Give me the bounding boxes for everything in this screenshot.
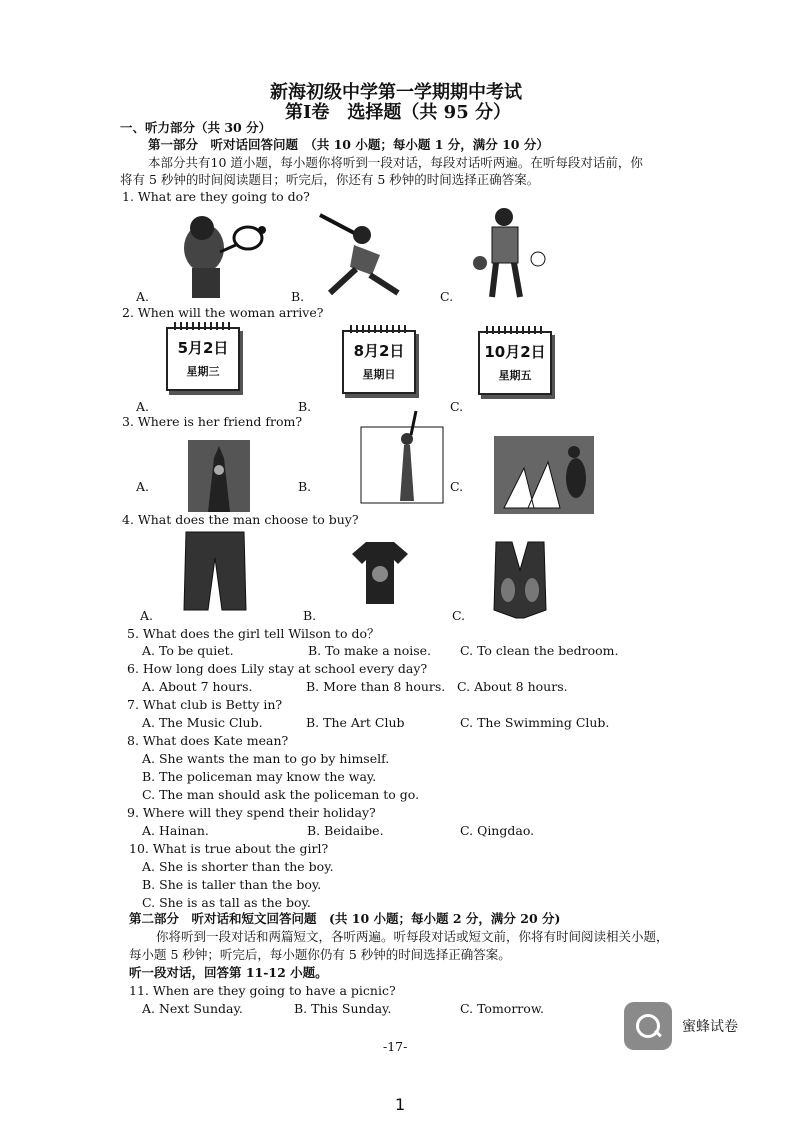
q9-option-c[interactable]: C. Qingdao. [460,823,535,838]
question-2: 2. When will the woman arrive? [122,305,324,320]
q2-option-b[interactable]: B. [298,399,312,414]
question-11: 11. When are they going to have a picnic? [129,983,396,998]
q2-option-a[interactable]: A. [136,399,150,414]
q9-option-a[interactable]: A. Hainan. [142,823,209,838]
q3-option-a[interactable]: A. [136,479,150,494]
part2-instr-2: 每小题 5 秒钟；听完后，每小题你仍有 5 秒钟的时间选择正确答案。 [129,947,511,962]
question-6: 6. How long does Lily stay at school every day? [127,661,428,676]
q6-option-b[interactable]: B. More than 8 hours. [306,679,446,694]
question-3: 3. Where is her friend from? [122,414,303,429]
q1-option-a[interactable]: A. [136,289,150,304]
q5-option-c[interactable]: C. To clean the bedroom. [460,643,619,658]
question-7: 7. What club is Betty in? [127,697,283,712]
calendar-c-weekday: 星期五 [498,369,532,382]
q4-option-a[interactable]: A. [140,608,154,623]
basketball-picture [462,203,552,301]
question-10: 10. What is true about the girl? [129,841,329,856]
calendar-b-weekday: 星期日 [362,368,396,381]
t-shirt-picture [352,540,408,606]
calendar-b-date: 8月2日 [353,342,405,360]
q7-option-b[interactable]: B. The Art Club [306,715,405,730]
q7-option-c[interactable]: C. The Swimming Club. [460,715,610,730]
section1-heading: 一、听力部分（共 30 分） [120,120,272,135]
baseball-picture [310,205,410,297]
tennis-picture [162,210,272,302]
brand-name: 蜜蜂试卷 [682,1019,738,1035]
q5-option-b[interactable]: B. To make a noise. [308,643,432,658]
part2-sub-heading: 听一段对话，回答第 11-12 小题。 [129,965,328,980]
page-number: 1 [395,1095,406,1114]
q8-option-c[interactable]: C. The man should ask the policeman to go. [142,787,420,802]
calendar-b [342,330,416,394]
q3-option-c[interactable]: C. [450,479,464,494]
calendar-c [478,331,552,395]
calendar-a-weekday: 星期三 [186,365,220,378]
big-ben-picture [188,440,250,512]
sydney-opera-kangaroo-picture [494,428,598,518]
q11-option-a[interactable]: A. Next Sunday. [142,1001,243,1016]
q2-option-c[interactable]: C. [450,399,464,414]
q6-option-a[interactable]: A. About 7 hours. [142,679,253,694]
part1-instr-1: 本部分共有10 道小题，每小题你将听到一段对话，每段对话听两遍。在听每段对话前，你 [148,155,643,170]
q4-option-c[interactable]: C. [452,608,466,623]
calendar-a [166,327,240,391]
part1-heading: 第一部分 听对话回答问题 （共 10 小题；每小题 1 分，满分 10 分） [148,137,549,152]
brand-logo-icon [624,1002,672,1050]
q10-option-b[interactable]: B. She is taller than the boy. [142,877,322,892]
q4-option-b[interactable]: B. [303,608,317,623]
q10-option-c[interactable]: C. She is as tall as the boy. [142,895,311,910]
question-8: 8. What does Kate mean? [127,733,289,748]
question-4: 4. What does the man choose to buy? [122,512,359,527]
vest-picture [490,540,550,620]
part1-instr-2: 将有 5 秒钟的时间阅读题目；听完后，你还有 5 秒钟的时间选择正确答案。 [120,172,540,187]
q1-option-c[interactable]: C. [440,289,454,304]
exam-subtitle: 第Ⅰ卷 选择题（共 95 分） [285,102,512,123]
q3-option-b[interactable]: B. [298,479,312,494]
question-1: 1. What are they going to do? [122,189,310,204]
q9-option-b[interactable]: B. Beidaibe. [307,823,384,838]
statue-of-liberty-picture [360,405,450,505]
q5-option-a[interactable]: A. To be quiet. [142,643,234,658]
q11-option-c[interactable]: C. Tomorrow. [460,1001,545,1016]
calendar-a-date: 5月2日 [177,339,229,357]
q6-option-c[interactable]: C. About 8 hours. [457,679,568,694]
question-5: 5. What does the girl tell Wilson to do？ [127,626,380,641]
q10-option-a[interactable]: A. She is shorter than the boy. [142,859,334,874]
calendar-c-date: 10月2日 [484,343,546,361]
question-9: 9. Where will they spend their holiday? [127,805,376,820]
part2-heading: 第二部分 听对话和短文回答问题 (共 10 小题；每小题 2 分，满分 20 分) [129,911,561,926]
part2-instr-1: 你将听到一段对话和两篇短文，各听两遍。听每段对话或短文前，你将有时间阅读相关小题， [156,929,669,944]
q8-option-a[interactable]: A. She wants the man to go by himself. [142,751,390,766]
q1-option-b[interactable]: B. [291,289,305,304]
q7-option-a[interactable]: A. The Music Club. [142,715,263,730]
page-marker: -17- [383,1039,408,1054]
jeans-picture [180,530,250,612]
exam-title: 新海初级中学第一学期期中考试 [270,82,522,103]
q11-option-b[interactable]: B. This Sunday. [294,1001,392,1016]
q8-option-b[interactable]: B. The policeman may know the way. [142,769,377,784]
